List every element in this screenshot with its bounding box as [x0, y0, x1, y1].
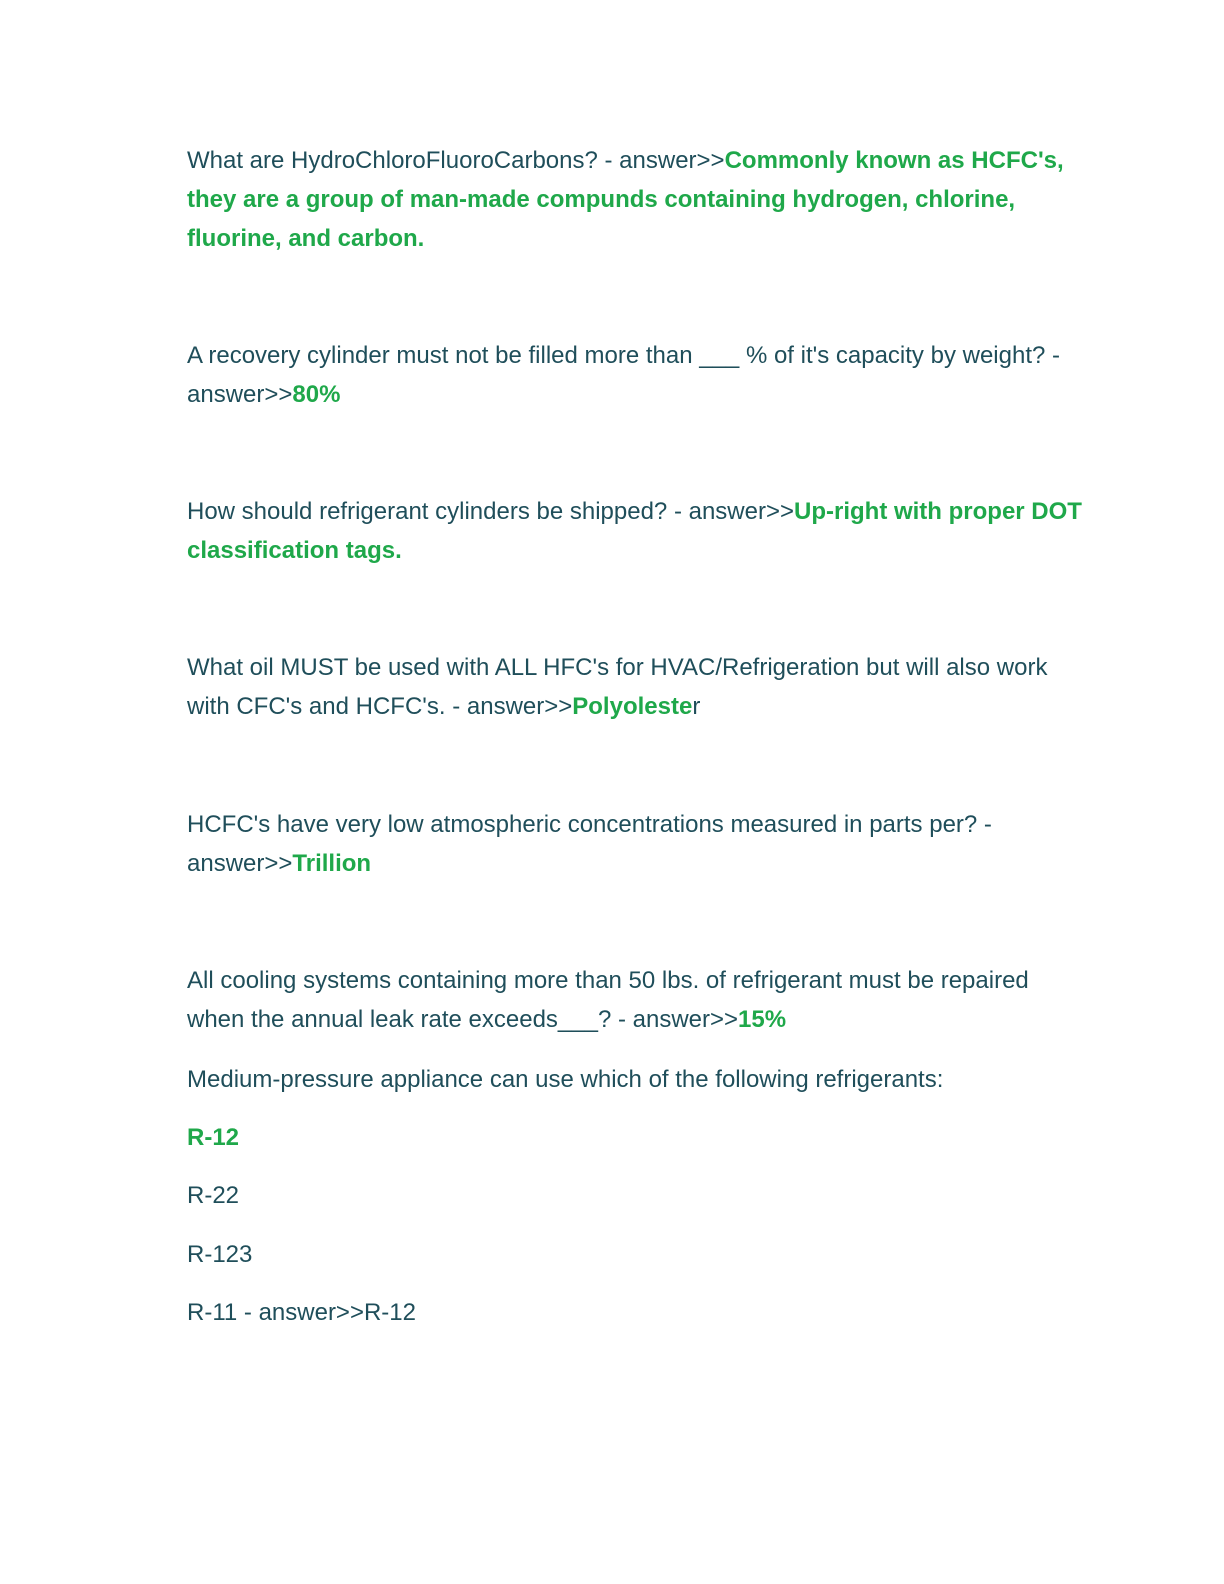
mcq-option-with-answer: R-11 - answer>>R-12: [187, 1299, 416, 1326]
question-text: HCFC's have very low atmospheric concentrations measured in parts per? - answer>>: [187, 811, 992, 877]
document-page: [187, 0, 1087, 1584]
question-text: What oil MUST be used with ALL HFC's for HVAC/Refrigeration but will also work with CFC's and HCFC's. - answer>>: [187, 654, 1048, 720]
answer-text: Commonly known as HCFC's, they are a group of man-made compunds containing hydrogen, chlorine, fluorine, and carbon.: [187, 147, 1064, 252]
answer-text: Trillion: [292, 850, 372, 877]
answer-text: 80%: [292, 381, 341, 408]
mcq-option: R-22: [187, 1182, 240, 1209]
answer-text: Up-right with proper DOT classification tags.: [187, 498, 1082, 564]
mcq-option-correct: R-12: [187, 1124, 240, 1151]
answer-text: Polyoleste: [572, 693, 693, 720]
qa-item-concentration: [187, 805, 1087, 883]
answer-tail-text: r: [692, 693, 701, 720]
qa-item-oil-type: [187, 648, 1087, 726]
question-text: How should refrigerant cylinders be shipped? - answer>>: [187, 498, 794, 525]
qa-item-hcfc-definition: [187, 141, 1087, 258]
qa-item-cylinder-shipping: [187, 492, 1087, 570]
mcq-question: Medium-pressure appliance can use which of the following refrigerants:: [187, 1066, 944, 1093]
answer-text: 15%: [738, 1006, 787, 1033]
qa-item-recovery-cylinder: [187, 336, 1087, 414]
question-text: All cooling systems containing more than 50 lbs. of refrigerant must be repaired when the annual leak rate exceeds___? - answer>>: [187, 967, 1029, 1033]
qa-item-leak-rate: [187, 961, 1087, 1039]
question-text: What are HydroChloroFluoroCarbons? - answer>>: [187, 147, 725, 174]
mcq-option: R-123: [187, 1241, 253, 1268]
question-text: A recovery cylinder must not be filled more than ___ % of it's capacity by weight? - answer>>: [187, 342, 1060, 408]
